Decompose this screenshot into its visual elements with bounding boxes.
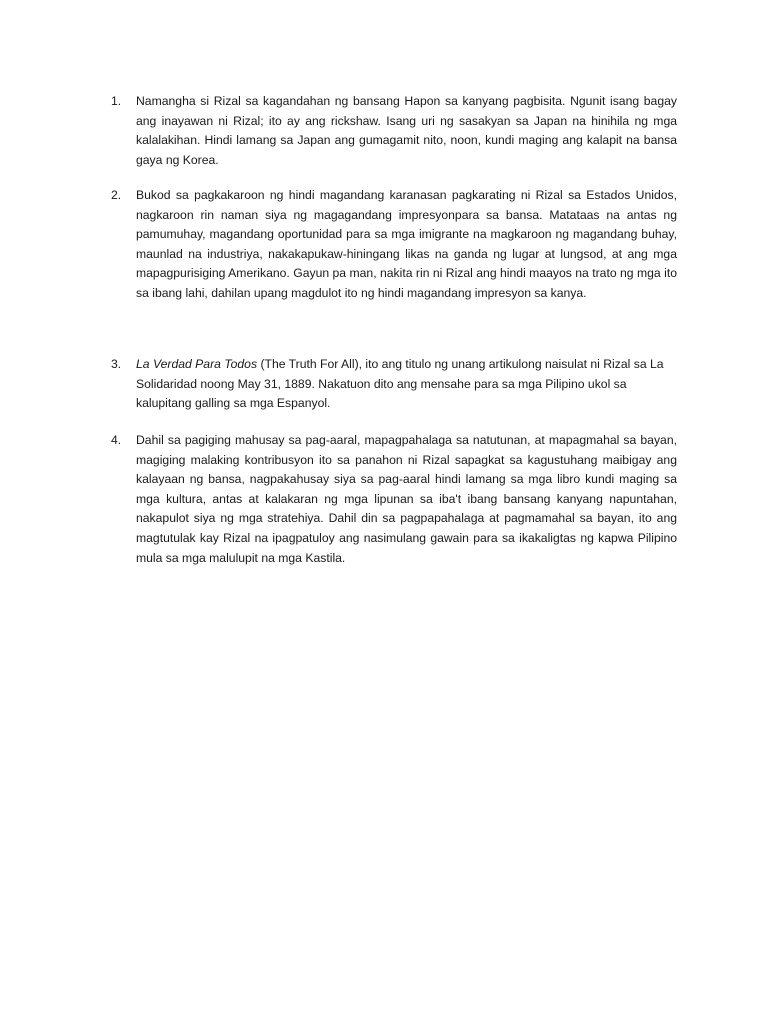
paragraph-text: Bukod sa pagkakaroon ng hindi magandang karanasan pagkarating ni Rizal sa Estados Unidos, nagkaroon rin naman siya ng magagandang impresyonpara sa bansa. Matataas na antas ng pamumuhay, magandang oportunidad para sa mga imigrante na magkaroon ng magandang buhay, maunlad na industriya, nakakapukaw-hiningang likas na ganda ng lugar at lungsod, at ang mga mapagpurisiging Amerikano. Gayun pa man, nakita rin ni Rizal ang hindi maayos na trato ng mga ito sa ibang lahi, dahilan upang magdulot ito ng hindi magandang impresyon sa kanya. bbox=[136, 188, 677, 300]
paragraph-body: (The Truth For All), ito ang titulo ng unang artikulong naisulat ni Rizal sa La Solidaridad noong May 31, 1889. Nakatuon dito ang mensahe para sa mga Pilipino ukol sa kalupitang galling sa mga Espanyol. bbox=[136, 357, 664, 411]
list-item bbox=[111, 186, 677, 304]
list-number: 3. bbox=[111, 357, 122, 371]
list-number: 2. bbox=[111, 188, 122, 202]
list-number: 4. bbox=[111, 433, 122, 447]
article-title: La Verdad Para Todos bbox=[136, 357, 258, 371]
list-number: 1. bbox=[111, 94, 122, 108]
paragraph-text bbox=[136, 355, 677, 414]
list-item bbox=[111, 431, 677, 568]
paragraph-text: Namangha si Rizal sa kagandahan ng bansang Hapon sa kanyang pagbisita. Ngunit isang bagay ang inayawan ni Rizal; ito ay ang rickshaw. Isang uri ng sasakyan sa Japan na hinihila ng mga kalalakihan. Hindi lamang sa Japan ang gumagamit nito, noon, kundi maging ang kalapit na bansa gaya ng Korea. bbox=[136, 94, 677, 167]
list-item bbox=[111, 92, 677, 170]
list-item bbox=[111, 355, 677, 414]
paragraph-text: Dahil sa pagiging mahusay sa pag-aaral, mapagpahalaga sa natutunan, at mapagmahal sa bayan, magiging malaking kontribusyon ito sa panahon ni Rizal sapagkat sa kagustuhang maibigay ang kalayaan ng bansa, nagpakahusay siya sa pag-aaral hindi lamang sa mga libro kundi maging sa mga kultura, antas at kalakaran ng mga lipunan sa iba't ibang bansang kanyang napuntahan, nakapulot siya ng mga stratehiya. Dahil din sa pagpapahalaga at pagmamahal sa bayan, ito ang magtutulak kay Rizal na ipagpatuloy ang nasimulang gawain para sa ikakaligtas ng kapwa Pilipino mula sa mga malulupit na mga Kastila. bbox=[136, 433, 677, 565]
